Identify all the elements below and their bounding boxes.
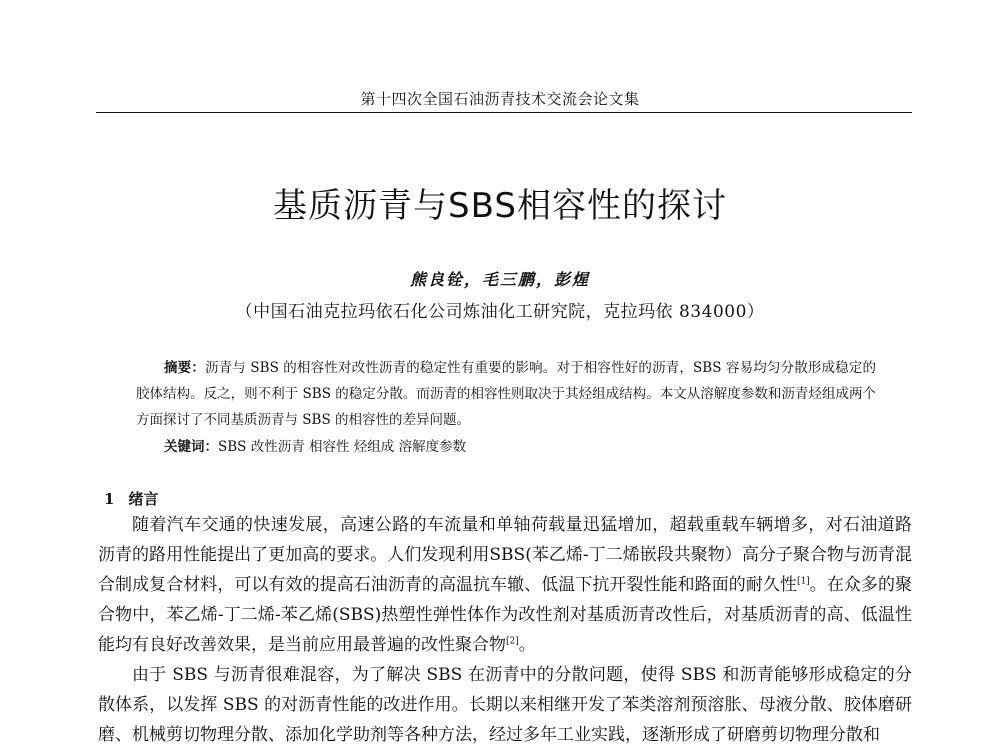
paper-authors: 熊良铨，毛三鹏，彭煋 xyxy=(409,270,590,289)
abstract-label: 摘要： xyxy=(164,360,205,376)
keywords-label: 关键词： xyxy=(164,439,218,455)
paper-title: 基质沥青与SBS相容性的探讨 xyxy=(273,186,727,226)
keywords xyxy=(164,434,884,460)
paragraph-text: 。 xyxy=(518,635,536,655)
citation-ref-1: [1] xyxy=(796,576,810,587)
header-rule xyxy=(96,112,912,113)
section-number: 1 xyxy=(104,490,115,508)
body-paragraph-2: 由于 SBS 与沥青很难混容，为了解决 SBS 在沥青中的分散问题，使得 SBS 和沥青能够形成稳定的分散体系，以发挥 SBS 的对沥青性能的改进作用。长期以来相继开发了苯类溶剂预溶胀、母液分散、胶体磨研磨、机械剪切物理分散、添加化学助剂等各种方法，经过多年工业实践，逐渐形成了研磨剪切物理分散和 xyxy=(98,665,912,745)
abstract-text: 沥青与 SBS 的相容性对改性沥青的稳定性有重要的影响。对于相容性好的沥青，SBS 容易均匀分散形成稳定的胶体结构。反之，则不利于 SBS 的稳定分散。而沥青的相容性则取决于其烃组成结构。本文从溶解度参数和沥青烃组成两个方面探讨了不同基质沥青与 SBS 的相容性的差异问题。 xyxy=(136,360,876,428)
paragraph-text: 随着汽车交通的快速发展，高速公路的车流量和单轴荷载量迅猛增加，超载重载车辆增多，对石油道路沥青的路用性能提出了更加高的要求。人们发现利用SBS(苯乙烯-丁二烯嵌段共聚物）高分子聚合物与沥青混合制成复合材料，可以有效的提高石油沥青的高温抗车辙、低温下抗开裂性能和路面的耐久性 xyxy=(98,515,912,595)
running-header: 第十四次全国石油沥青技术交流会论文集 xyxy=(360,90,640,108)
citation-ref-2: [2] xyxy=(506,636,519,647)
body-paragraph-1 xyxy=(98,510,912,660)
section-title: 绪言 xyxy=(128,490,159,508)
section-heading xyxy=(104,488,158,509)
keywords-text: SBS 改性沥青 相容性 烃组成 溶解度参数 xyxy=(218,439,467,455)
abstract xyxy=(136,355,876,433)
paragraph-text: 。在众多的聚合物中，苯乙烯-丁二烯-苯乙烯(SBS)热塑性弹性体作为改性剂对基质沥青改性后，对基质沥青的高、低温性能均有良好改善效果，是当前应用最普遍的改性聚合物 xyxy=(98,575,913,655)
paper-affiliation: （中国石油克拉玛依石化公司炼油化工研究院，克拉玛依 834000） xyxy=(235,302,765,322)
